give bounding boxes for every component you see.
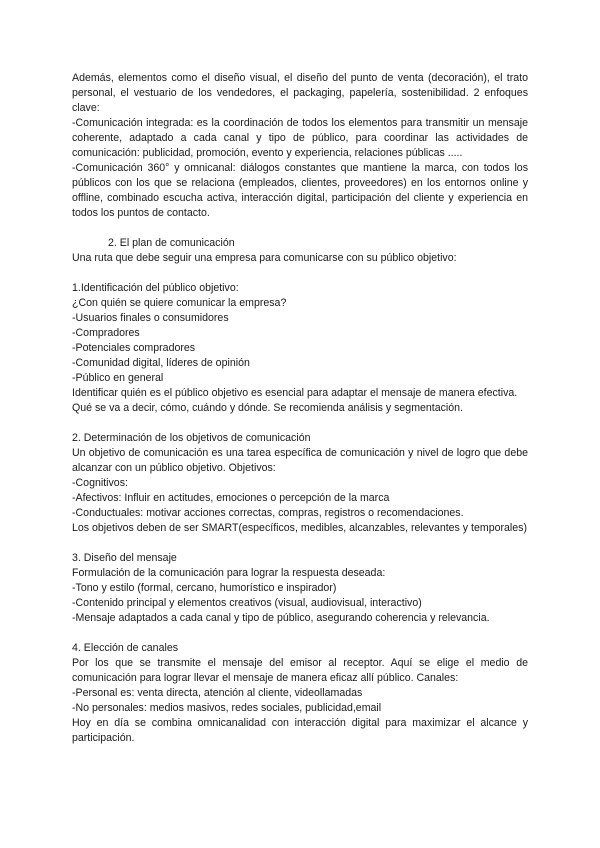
section-1-title: 1.Identificación del público objetivo: <box>72 282 239 294</box>
plan-intro: Una ruta que debe seguir una empresa para comunicarse con su público objetivo: <box>72 252 457 264</box>
intro-paragraph-3: -Comunicación 360° y omnicanal: diálogos constantes que mantiene la marca, con todos los públicos con los que se relaciona (empleados, clientes, proveedores) en los entornos online y offline, combinado escucha activa, interacción digital, participación del cliente y experiencia en todos los puntos de contacto. <box>72 162 528 219</box>
list-item: -Afectivos: Influir en actitudes, emociones o percepción de la marca <box>72 492 390 504</box>
list-item: -Usuarios finales o consumidores <box>72 312 229 324</box>
section-2-smart: Los objetivos deben de ser SMART(específicos, medibles, alcanzables, relevantes y temporales) <box>72 522 527 534</box>
intro-paragraph-1: Además, elementos como el diseño visual, el diseño del punto de venta (decoración), el trato personal, el vestuario de los vendedores, el packaging, papelería, sostenibilidad. 2 enfoques clave: <box>72 72 528 114</box>
list-item: -Cognitivos: <box>72 477 128 489</box>
section-4-body: Por los que se transmite el mensaje del emisor al receptor. Aquí se elige el medio de comunicación para lograr llevar el mensaje de manera eficaz allí público. Canales: <box>72 657 528 684</box>
list-item: -Compradores <box>72 327 140 339</box>
section-1-question: ¿Con quién se quiere comunicar la empresa? <box>72 297 287 309</box>
list-item: -Contenido principal y elementos creativos (visual, audiovisual, interactivo) <box>72 597 422 609</box>
document-page <box>72 71 528 746</box>
section-2-title: 2. Determinación de los objetivos de comunicación <box>72 432 311 444</box>
list-item: -Conductuales: motivar acciones correctas, compras, registros o recomendaciones. <box>72 507 464 519</box>
list-item: -Mensaje adaptados a cada canal y tipo de público, asegurando coherencia y relevancia. <box>72 612 490 624</box>
list-item: -Personal es: venta directa, atención al cliente, videollamadas <box>72 687 363 699</box>
list-item: -Comunidad digital, líderes de opinión <box>72 357 250 369</box>
list-item: -Público en general <box>72 372 164 384</box>
list-item: -Potenciales compradores <box>72 342 196 354</box>
section-1-body: Identificar quién es el público objetivo es esencial para adaptar el mensaje de manera efectiva. <box>72 387 518 399</box>
list-item: Formulación de la comunicación para lograr la respuesta deseada: <box>72 567 386 579</box>
section-3-title: 3. Diseño del mensaje <box>72 552 177 564</box>
section-4-last: Hoy en día se combina omnicanalidad con interacción digital para maximizar el alcance y participación. <box>72 717 528 744</box>
section-2-body: Un objetivo de comunicación es una tarea específica de comunicación y nivel de logro que debe alcanzar con un público objetivo. Objetivos: <box>72 447 528 474</box>
list-item: -No personales: medios masivos, redes sociales, publicidad,email <box>72 702 382 714</box>
list-item: -Tono y estilo (formal, cercano, humorístico e inspirador) <box>72 582 337 594</box>
intro-paragraph-2: -Comunicación integrada: es la coordinación de todos los elementos para transmitir un mensaje coherente, adaptado a cada canal y tipo de público, para coordinar las actividades de comunicación: publicidad, promoción, evento y experiencia, relaciones públicas ..... <box>72 117 528 159</box>
section-4-title: 4. Elección de canales <box>72 642 179 654</box>
plan-heading: 2. El plan de comunicación <box>108 237 235 249</box>
section-1-last: Qué se va a decir, cómo, cuándo y dónde. Se recomienda análisis y segmentación. <box>72 402 464 414</box>
